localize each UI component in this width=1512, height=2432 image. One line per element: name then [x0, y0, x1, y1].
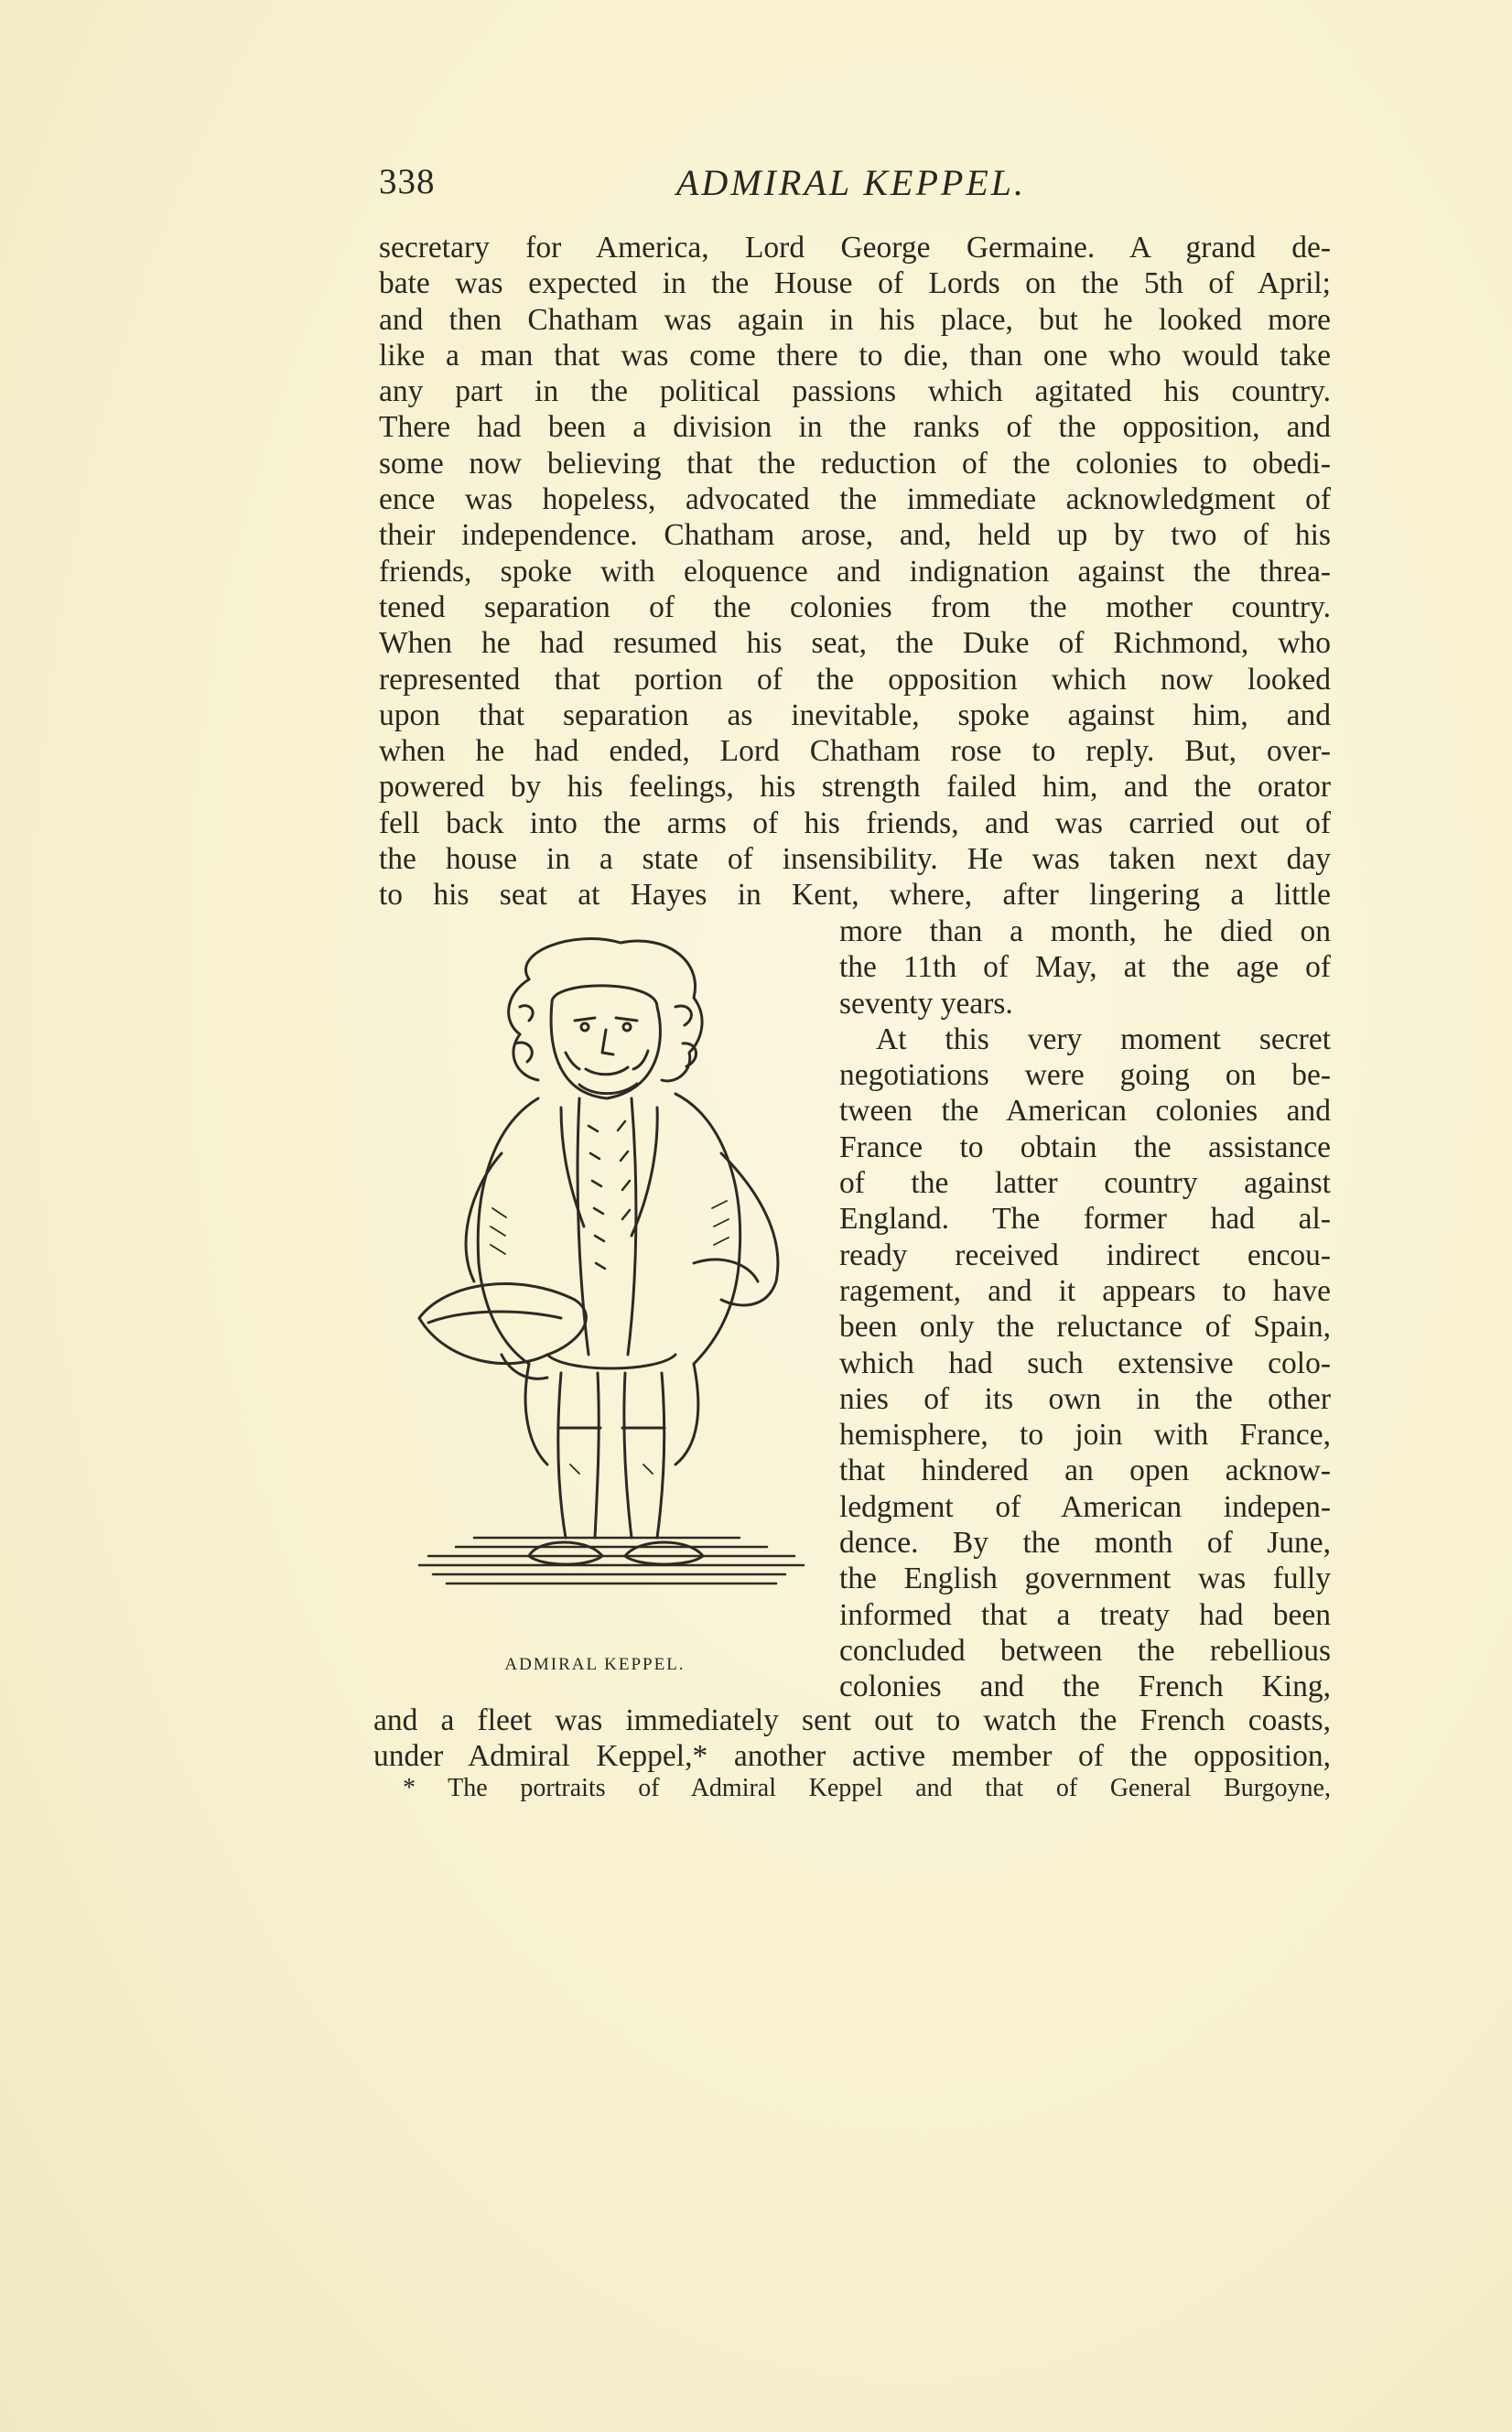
text-line: when he had ended, Lord Chatham rose to reply. But, over- — [379, 734, 1331, 769]
text-line: to his seat at Hayes in Kent, where, after lingering a little — [379, 878, 1331, 913]
body-text-top — [379, 230, 1331, 913]
body-text-bottom — [373, 1702, 1331, 1775]
text-line: upon that separation as inevitable, spoke against him, and — [379, 697, 1331, 732]
text-line: of the latter country against — [839, 1166, 1331, 1201]
text-line: the house in a state of insensibility. He was taken next day — [379, 842, 1331, 877]
text-line: been only the reluctance of Spain, — [839, 1310, 1331, 1345]
text-line: ready received indirect encou- — [839, 1238, 1331, 1272]
text-line: the 11th of May, at the age of — [839, 950, 1331, 985]
text-line: bate was expected in the House of Lords on the 5th of April; — [379, 266, 1331, 301]
text-line: like a man that was come there to die, than one who would take — [379, 338, 1331, 373]
text-line: any part in the political passions which agitated his country. — [379, 374, 1331, 409]
text-line: represented that portion of the opposition which now looked — [379, 662, 1331, 697]
page-head-title: ADMIRAL KEPPEL. — [676, 162, 1027, 203]
text-line: tween the American colonies and — [839, 1094, 1331, 1129]
text-line: At this very moment secret — [876, 1021, 1331, 1056]
text-line: dence. By the month of June, — [839, 1526, 1331, 1561]
text-line: powered by his feelings, his strength failed him, and the orator — [379, 770, 1331, 805]
text-line: which had such extensive colo- — [839, 1346, 1331, 1380]
text-line: and a fleet was immediately sent out to watch the French coasts, — [373, 1703, 1331, 1737]
text-line: negotiations were going on be- — [839, 1058, 1331, 1093]
footnote: * The portraits of Admiral Keppel and that of General Burgoyne, — [403, 1774, 1331, 1802]
text-line: and then Chatham was again in his place, but he looked more — [379, 302, 1331, 337]
text-line: nies of its own in the other — [839, 1381, 1331, 1416]
text-line: friends, spoke with eloquence and indignation against the threa- — [379, 554, 1331, 589]
text-line: ence was hopeless, advocated the immediate acknowledgment of — [379, 482, 1331, 517]
text-line: tened separation of the colonies from the mother country. — [379, 589, 1331, 624]
text-line: concluded between the rebellious — [839, 1633, 1331, 1668]
text-line: England. The former had al- — [839, 1202, 1331, 1237]
text-line: seventy years. — [839, 986, 1013, 1021]
portrait-figure — [392, 915, 822, 1638]
running-head — [379, 161, 1331, 211]
text-line: under Admiral Keppel,* another active member of the opposition, — [373, 1739, 1331, 1774]
text-line: hemisphere, to join with France, — [839, 1418, 1331, 1453]
text-line: ragement, and it appears to have — [839, 1273, 1331, 1308]
figure-caption: ADMIRAL KEPPEL. — [504, 1655, 686, 1674]
text-line: that hindered an open acknow- — [839, 1454, 1331, 1488]
text-line: There had been a division in the ranks of the opposition, and — [379, 410, 1331, 445]
text-line: France to obtain the assistance — [839, 1130, 1331, 1164]
text-line: ledgment of American indepen- — [839, 1489, 1331, 1524]
text-line: the English government was fully — [839, 1562, 1331, 1596]
text-line: informed that a treaty had been — [839, 1597, 1331, 1632]
text-line: fell back into the arms of his friends, and was carried out of — [379, 805, 1331, 840]
body-text-wrap — [839, 913, 1331, 1705]
text-line: When he had resumed his seat, the Duke of Richmond, who — [379, 626, 1331, 661]
text-line: more than a month, he died on — [839, 914, 1331, 948]
text-line: their independence. Chatham arose, and, held up by two of his — [379, 518, 1331, 553]
text-line: secretary for America, Lord George Germaine. A grand de- — [379, 231, 1331, 265]
text-line: colonies and the French King, — [839, 1670, 1331, 1704]
text-line: some now believing that the reduction of the colonies to obedi- — [379, 446, 1331, 481]
admiral-keppel-engraving — [392, 915, 822, 1638]
page-number: 338 — [379, 162, 436, 201]
